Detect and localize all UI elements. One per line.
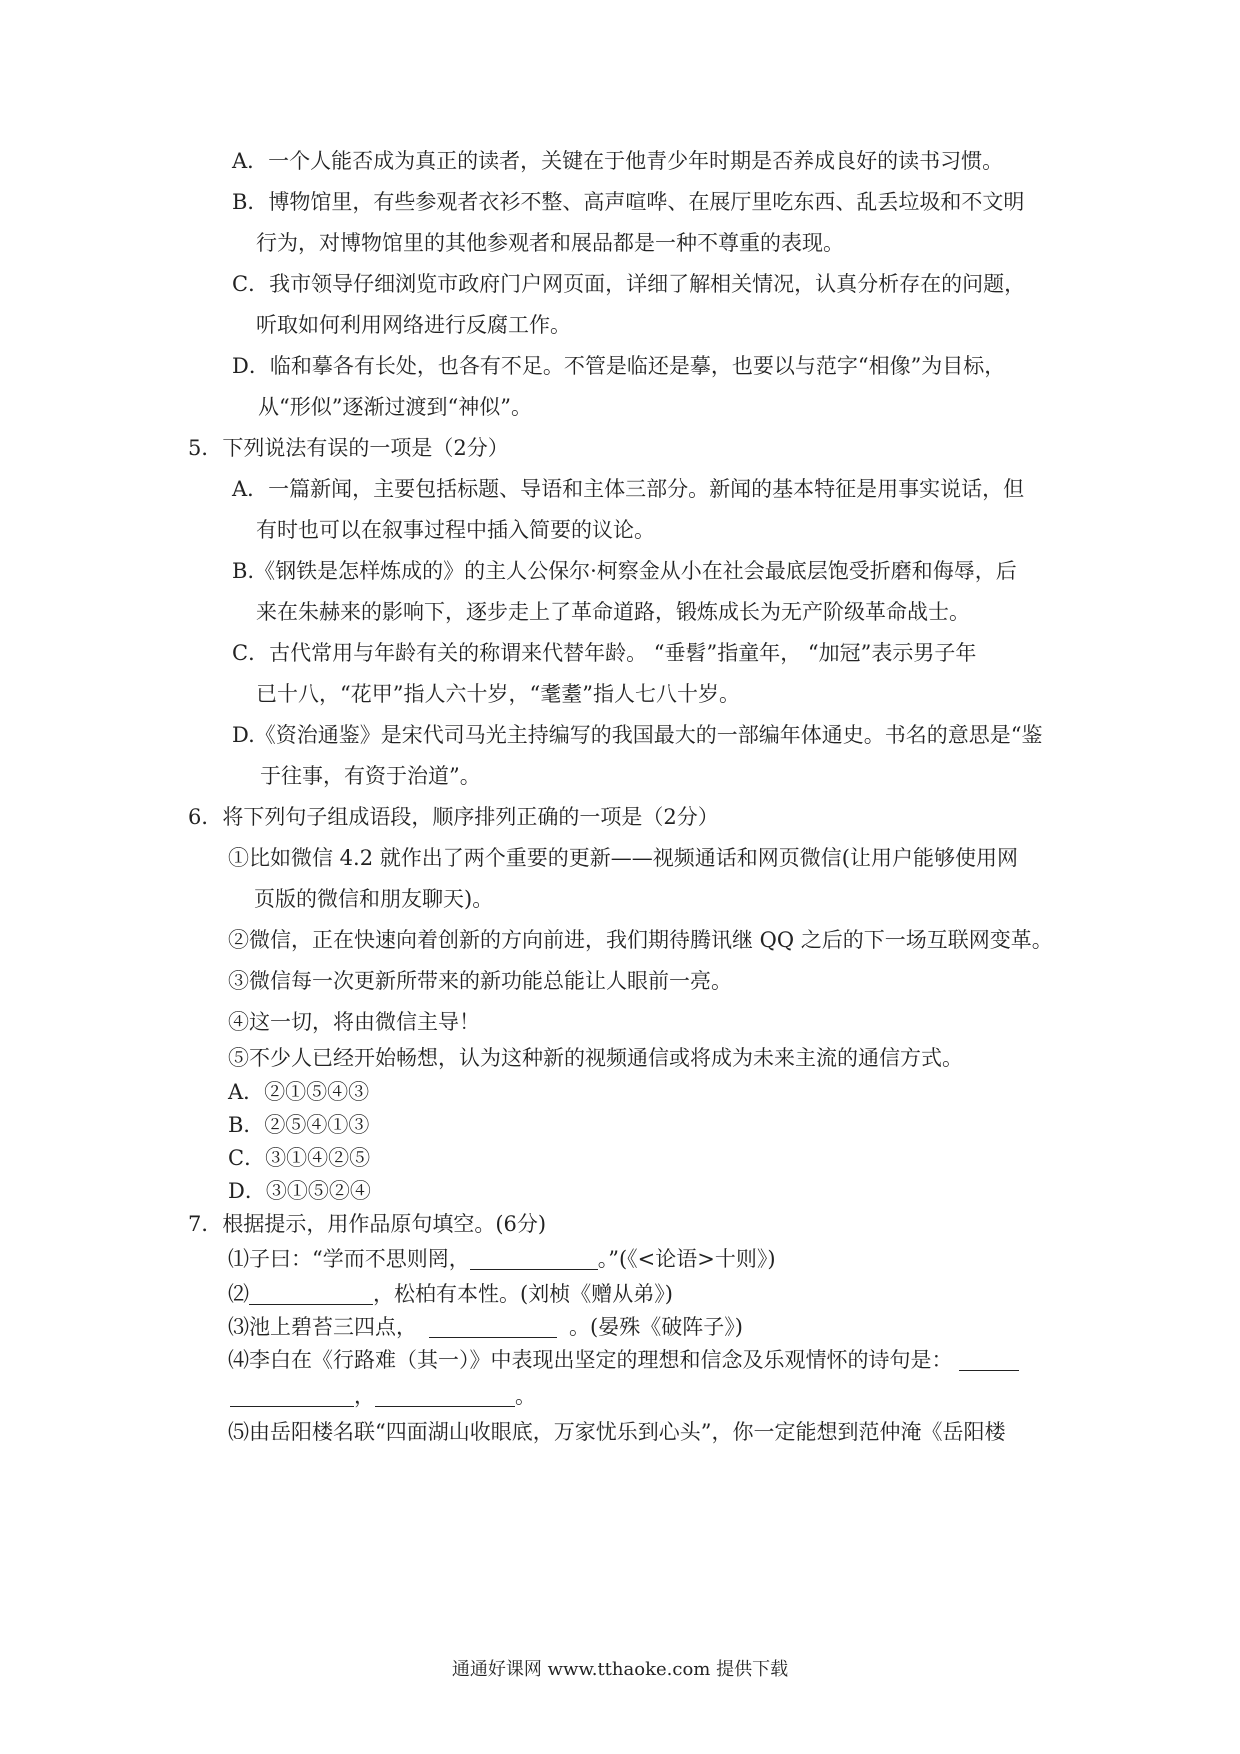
q5-option-a: A．一篇新闻，主要包括标题、导语和主体三部分。新闻的基本特征是用事实说话，但 <box>232 477 1025 501</box>
q7-item-4-blank-1[interactable] <box>959 1348 1019 1371</box>
q4-option-b: B．博物馆里，有些参观者衣衫不整、高声喧哗、在展厅里吃东西、乱丢垃圾和不文明 <box>232 190 1025 214</box>
q7-item-4-text-c: 。 <box>515 1384 536 1408</box>
q7-item-5: ⑸由岳阳楼名联“四面湖山收眼底，万家忧乐到心头”，你一定能想到范仲淹《岳阳楼 <box>228 1420 1006 1444</box>
q7-item-4-blank-2[interactable] <box>230 1384 354 1407</box>
q7-item-1-text-a: ⑴子曰：“学而不思则罔， <box>228 1247 470 1271</box>
q6-sentence-5: ⑤不少人已经开始畅想，认为这种新的视频通信或将成为未来主流的通信方式。 <box>228 1046 963 1070</box>
q7-item-4-text-b: ， <box>354 1384 375 1408</box>
q4-option-d-cont: 从“形似”逐渐过渡到“神似”。 <box>258 395 532 419</box>
q5-option-c: C．古代常用与年龄有关的称谓来代替年龄。 “垂髫”指童年， “加冠”表示男子年 <box>232 641 977 665</box>
q7-item-3-text-a: ⑶池上碧苔三四点， <box>228 1315 417 1339</box>
q6-stem: 6．将下列句子组成语段，顺序排列正确的一项是（2分） <box>188 805 719 829</box>
q7-item-2-text-a: ⑵ <box>228 1282 249 1306</box>
page-footer: 通通好课网 www.tthaoke.com 提供下载 <box>451 1659 789 1680</box>
q5-stem: 5．下列说法有误的一项是（2分） <box>188 436 509 460</box>
q6-sentence-3: ③微信每一次更新所带来的新功能总能让人眼前一亮。 <box>228 969 732 993</box>
q6-sentence-2: ②微信，正在快速向着创新的方向前进，我们期待腾讯继 QQ 之后的下一场互联网变革。 <box>228 928 1053 952</box>
q7-item-4 <box>228 1346 1019 1374</box>
q5-option-b: B.《钢铁是怎样炼成的》的主人公保尔·柯察金从小在社会最底层饱受折磨和侮辱，后 <box>232 559 1017 583</box>
q4-option-b-cont: 行为，对博物馆里的其他参观者和展品都是一种不尊重的表现。 <box>256 231 844 255</box>
q5-option-b-cont: 来在朱赫来的影响下，逐步走上了革命道路，锻炼成长为无产阶级革命战士。 <box>256 600 970 624</box>
q4-option-c-cont: 听取如何利用网络进行反腐工作。 <box>256 313 571 337</box>
q5-option-a-cont: 有时也可以在叙事过程中插入简要的议论。 <box>256 518 655 542</box>
q6-option-d: D．③①⑤②④ <box>228 1179 371 1203</box>
q7-item-1-blank[interactable] <box>470 1247 598 1270</box>
q5-option-d: D.《资治通鉴》是宋代司马光主持编写的我国最大的一部编年体通史。书名的意思是“鉴 <box>232 723 1043 747</box>
q7-item-3 <box>228 1313 743 1341</box>
q6-sentence-1-cont: 页版的微信和朋友聊天)。 <box>254 887 494 911</box>
q5-option-d-cont: 于往事，有资于治道”。 <box>260 764 481 788</box>
q7-item-3-text-b: 。(晏殊《破阵子》) <box>569 1315 743 1339</box>
q6-sentence-1: ①比如微信 4.2 就作出了两个重要的更新——视频通话和网页微信(让用户能够使用网 <box>228 846 1018 870</box>
q7-item-2-text-b: ，松柏有本性。(刘桢《赠从弟》) <box>373 1282 673 1306</box>
q7-stem: 7．根据提示，用作品原句填空。(6分) <box>188 1212 547 1236</box>
q5-option-c-cont: 已十八，“花甲”指人六十岁，“耄耋”指人七八十岁。 <box>256 682 740 706</box>
q7-item-1 <box>228 1245 776 1273</box>
q7-item-4-text-a: ⑷李白在《行路难（其一）》中表现出坚定的理想和信念及乐观情怀的诗句是： <box>228 1348 953 1372</box>
q4-option-d: D．临和摹各有长处，也各有不足。不管是临还是摹，也要以与范字“相像”为目标， <box>232 354 1006 378</box>
q6-option-b: B．②⑤④①③ <box>228 1113 370 1137</box>
q6-option-a: A．②①⑤④③ <box>228 1080 370 1104</box>
q6-option-c: C．③①④②⑤ <box>228 1146 371 1170</box>
q7-item-2-blank[interactable] <box>249 1282 373 1305</box>
q7-item-3-blank[interactable] <box>429 1315 557 1338</box>
q7-item-2 <box>228 1280 673 1308</box>
q6-sentence-4: ④这一切，将由微信主导！ <box>228 1010 480 1034</box>
q4-option-a: A．一个人能否成为真正的读者，关键在于他青少年时期是否养成良好的读书习惯。 <box>232 149 1004 173</box>
q4-option-c: C．我市领导仔细浏览市政府门户网页面，详细了解相关情况，认真分析存在的问题， <box>232 272 1026 296</box>
q7-item-1-text-b: 。”(《<论语>十则》) <box>597 1247 776 1271</box>
q7-item-4-cont <box>230 1382 536 1410</box>
q7-item-4-blank-3[interactable] <box>375 1384 515 1407</box>
